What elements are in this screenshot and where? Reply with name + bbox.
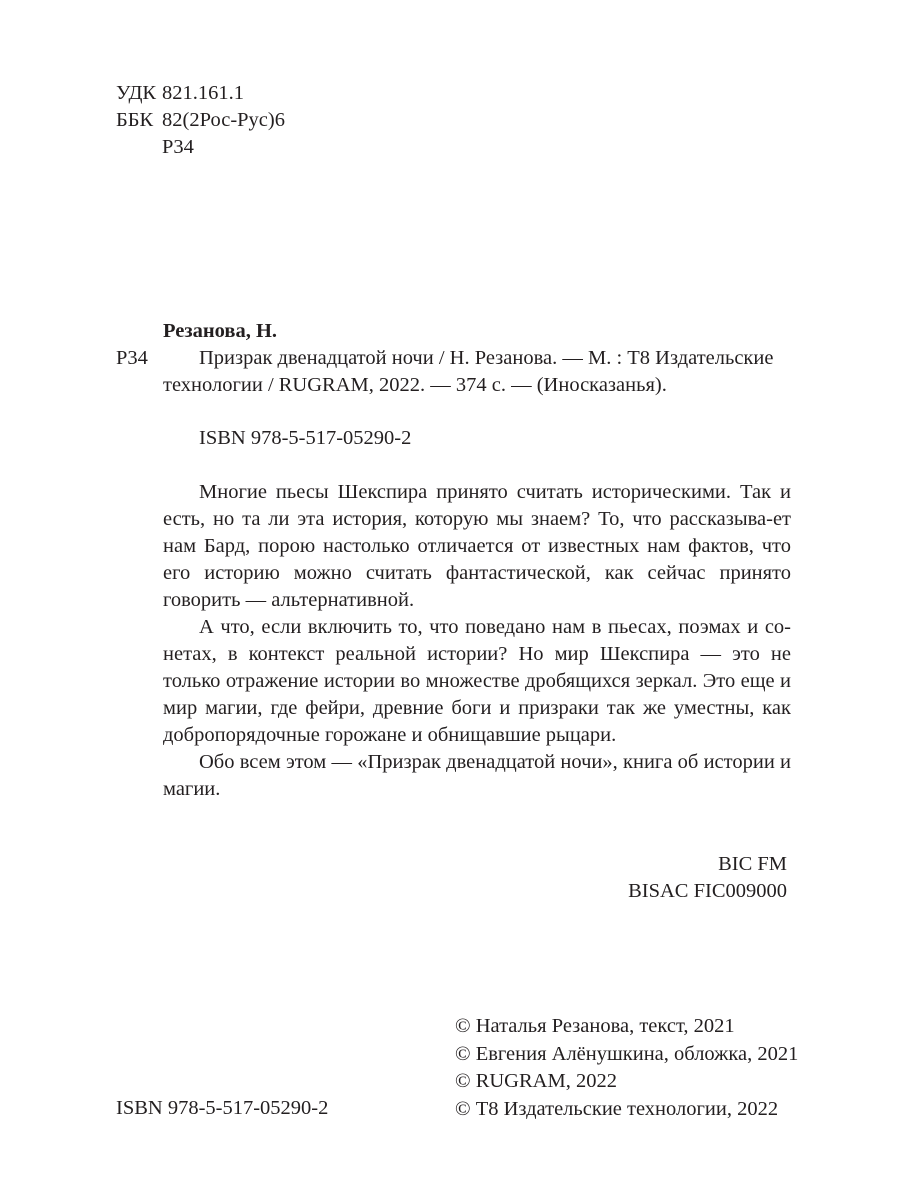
copyright-line: © Т8 Издательские технологии, 2022 (455, 1097, 779, 1120)
biblio-isbn: ISBN 978-5-517-05290-2 (199, 427, 412, 449)
author-mark-row (116, 134, 194, 161)
udk-row (116, 80, 244, 107)
udk-value: 821.161.1 (162, 82, 244, 104)
bic-code: BIC FM (718, 853, 787, 875)
biblio-entry-line1: Призрак двенадцатой ночи / Н. Резанова. — М. : Т8 Издательские (199, 347, 774, 369)
author-heading: Резанова, Н. (163, 320, 278, 342)
udk-label: УДК (116, 82, 157, 104)
annotation-paragraph: А что, если включить то, что поведано нам в пьесах, поэмах и со-нетах, в контекст реальной истории? Но мир Шекспира — это не только отражение истории во множестве дробящихся зеркал. Это еще и мир магии, где фейри, древние боги и призраки так же уместны, как добропорядочные горожане и обнищавшие рыцари. (163, 616, 791, 746)
subject-codes (628, 851, 787, 905)
annotation-paragraph: Обо всем этом — «Призрак двенадцатой ночи», книга об истории и магии. (163, 751, 791, 800)
copyright-line: © RUGRAM, 2022 (455, 1070, 617, 1092)
annotation (163, 479, 791, 803)
annotation-paragraph: Многие пьесы Шекспира принято считать историческими. Так и есть, но та ли эта история, которую мы знаем? То, что рассказыва-ет нам Бард, порою настолько отличается от известных нам фактов, что его историю можно считать фантастической, как сейчас принято говорить — альтернативной. (163, 481, 791, 611)
bbk-row (116, 107, 285, 134)
author-mark: Р34 (162, 136, 194, 158)
copyright-block (455, 1013, 798, 1123)
bisac-code: BISAC FIC009000 (628, 880, 787, 902)
bbk-value: 82(2Рос-Рус)6 (162, 109, 285, 131)
bbk-label: ББК (116, 109, 154, 131)
biblio-mark: Р34 (116, 347, 148, 369)
copyright-line: © Евгения Алёнушкина, обложка, 2021 (455, 1042, 799, 1065)
copyright-line: © Наталья Резанова, текст, 2021 (455, 1015, 735, 1037)
footer-isbn: ISBN 978-5-517-05290-2 (116, 1097, 329, 1119)
biblio-entry-line2: технологии / RUGRAM, 2022. — 374 с. — (Иносказанья). (163, 374, 667, 396)
